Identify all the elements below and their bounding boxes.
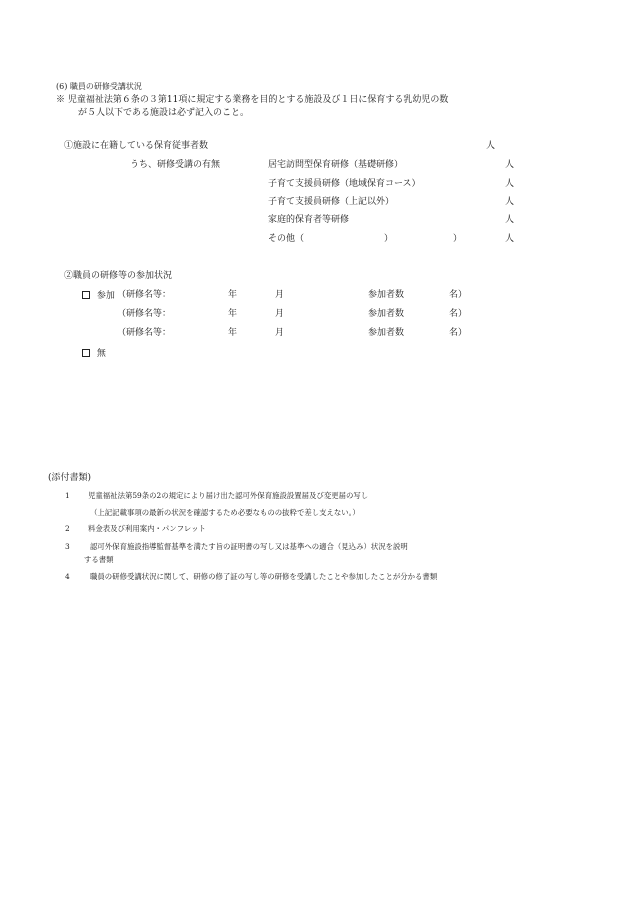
staff-count-unit: 人 bbox=[486, 141, 496, 151]
participant-count-unit: 名） bbox=[449, 309, 468, 319]
course-unit: 人 bbox=[505, 179, 515, 189]
training-name-label: （研修名等： bbox=[117, 309, 172, 319]
attachment-number: 4 bbox=[65, 572, 70, 581]
participant-count-label: 参加者数 bbox=[368, 309, 405, 319]
attachment-number: 2 bbox=[65, 524, 70, 533]
note-line-2: が５人以下である施設は必ず記入のこと。 bbox=[78, 108, 250, 118]
month-label: 月 bbox=[275, 309, 285, 319]
other-close-paren-1: ） bbox=[384, 234, 394, 244]
training-sub-label: うち、研修受講の有無 bbox=[130, 160, 221, 170]
course-unit: 人 bbox=[505, 215, 515, 225]
attachment-text: する書類 bbox=[84, 555, 114, 564]
attachment-text: （上記記載事項の最新の状況を確認するため必要なものの抜粋で差し支えない。） bbox=[90, 508, 360, 517]
year-label: 年 bbox=[228, 290, 238, 300]
participation-no-label: 無 bbox=[96, 349, 106, 359]
attachment-number: 3 bbox=[65, 542, 70, 551]
participation-yes-label: 参加 bbox=[96, 291, 115, 301]
participant-count-label: 参加者数 bbox=[368, 290, 405, 300]
other-close-paren-2: ） bbox=[453, 234, 463, 244]
attachment-text: 児童福祉法第59条の2の規定により届け出た認可外保育施設設置届及び変更届の写し bbox=[88, 491, 369, 500]
participant-count-label: 参加者数 bbox=[368, 328, 405, 338]
participation-yes-option[interactable] bbox=[82, 291, 115, 301]
checkbox-participate[interactable] bbox=[82, 291, 90, 299]
course-name-other: その他（ bbox=[268, 234, 305, 244]
attachment-text: 料金表及び利用案内・パンフレット bbox=[88, 524, 206, 533]
year-label: 年 bbox=[228, 309, 238, 319]
attachment-number: 1 bbox=[65, 491, 70, 500]
participant-count-unit: 名） bbox=[449, 328, 468, 338]
course-name: 居宅訪問型保育研修（基礎研修） bbox=[268, 160, 404, 170]
month-label: 月 bbox=[275, 328, 285, 338]
training-name-label: （研修名等： bbox=[117, 328, 172, 338]
course-name: 家庭的保育者等研修 bbox=[268, 215, 350, 225]
participant-count-unit: 名） bbox=[449, 290, 468, 300]
course-name: 子育て支援員研修（地域保育コース） bbox=[268, 179, 421, 189]
participation-label: ②職員の研修等の参加状況 bbox=[64, 271, 173, 281]
course-unit: 人 bbox=[505, 197, 515, 207]
staff-count-label: ①施設に在籍している保育従事者数 bbox=[64, 141, 209, 151]
course-unit: 人 bbox=[505, 160, 515, 170]
attachments-heading: (添付書類) bbox=[48, 473, 92, 483]
attachment-text: 職員の研修受講状況に関して、研修の修了証の写し等の研修を受講したことや参加したことが分かる書類 bbox=[90, 572, 438, 581]
participation-no-option[interactable] bbox=[82, 349, 106, 359]
course-name: 子育て支援員研修（上記以外） bbox=[268, 197, 395, 207]
course-unit: 人 bbox=[505, 234, 515, 244]
checkbox-none[interactable] bbox=[82, 349, 90, 357]
section-heading: (6) 職員の研修受講状況 bbox=[56, 82, 142, 91]
note-line-1: ※ 児童福祉法第６条の３第11項に規定する業務を目的とする施設及び１日に保育する乳幼児の数 bbox=[56, 95, 449, 105]
attachment-text: 認可外保育施設指導監督基準を満たす旨の証明書の写し又は基準への適合（見込み）状況を説明 bbox=[90, 542, 408, 551]
year-label: 年 bbox=[228, 328, 238, 338]
month-label: 月 bbox=[275, 290, 285, 300]
training-name-label: （研修名等： bbox=[117, 290, 172, 300]
